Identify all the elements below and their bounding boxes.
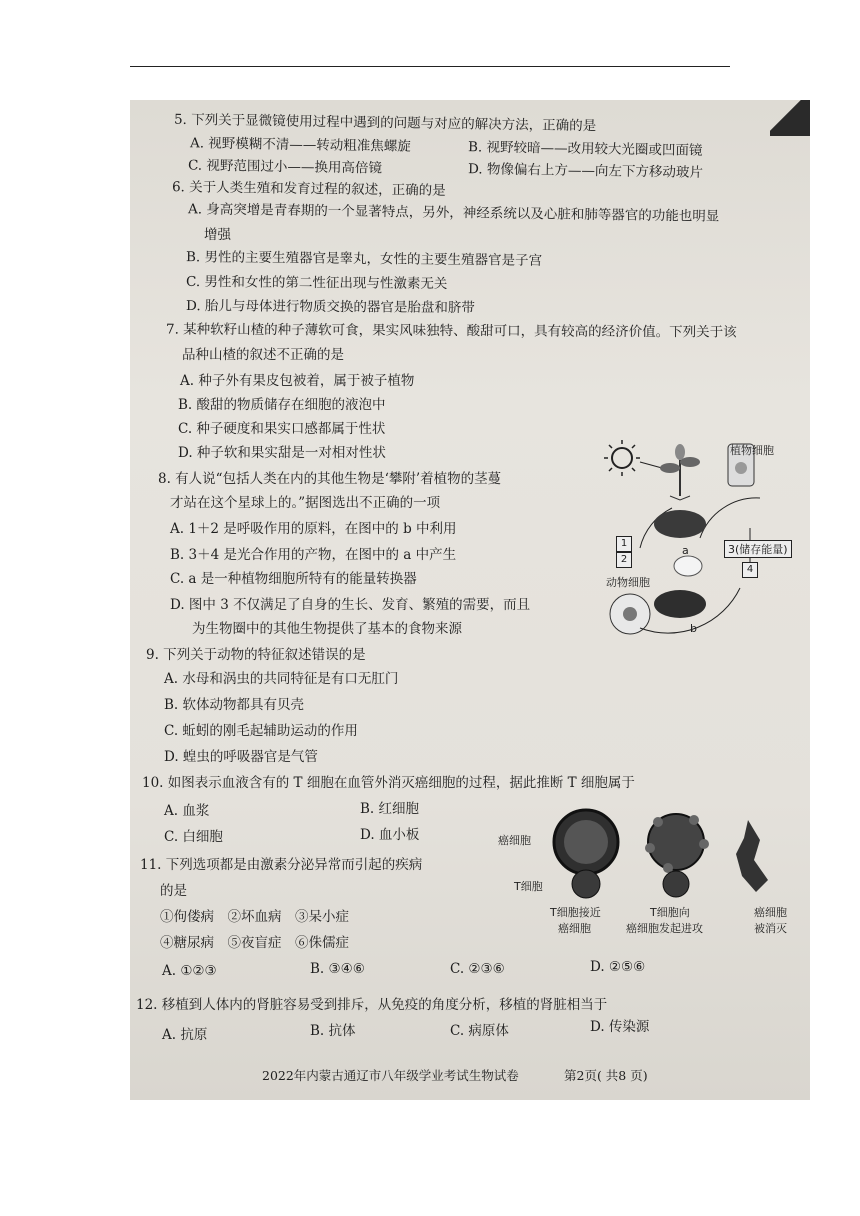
q5-option-c: C. 视野范围过小——换用高倍镜 [187,157,383,177]
box-4: 4 [742,562,758,578]
q11-stem-line1: 11. 下列选项都是由激素分泌异常而引起的疾病 [140,857,423,873]
q11-items-line1: ①佝偻病 ②坏血病 ③呆小症 [160,909,349,925]
q10-option-b: B. 红细胞 [360,801,420,817]
q9-stem: 9. 下列关于动物的特征叙述错误的是 [146,647,366,663]
q8-option-c: C. a 是一种植物细胞所特有的能量转换器 [170,571,417,587]
q10-figure [498,800,798,940]
q7-stem-line2: 品种山楂的叙述不正确的是 [182,347,344,363]
t-cell-icon [572,870,600,898]
destroyed-cancer-cell-icon [736,820,768,892]
q12-option-b: B. 抗体 [310,1023,356,1039]
box-2: 2 [616,552,632,568]
box-3: 3(储存能量) [724,540,792,558]
q9-option-c: C. 蚯蚓的刚毛起辅助运动的作用 [164,723,358,739]
q5-option-a: A. 视野模糊不清——转动粗准焦螺旋 [189,135,411,155]
q11-items-line2: ④糖尿病 ⑤夜盲症 ⑥侏儒症 [160,935,349,951]
q10-option-c: C. 白细胞 [164,829,223,845]
sun-icon [612,448,632,468]
chloroplast-a-icon [654,510,706,538]
footer-title: 2022年内蒙古通辽市八年级学业考试生物试卷 [262,1068,519,1083]
label-cancer-cell: 癌细胞 [498,834,531,847]
q7-option-b: B. 酸甜的物质储存在细胞的液泡中 [178,397,386,413]
q8-figure [600,438,800,638]
box-1: 1 [616,536,632,552]
q7-option-d: D. 种子软和果实甜是一对相对性状 [178,445,386,461]
q6-option-a-line1: A. 身高突增是青春期的一个显著特点，另外，神经系统以及心脏和肺等器官的功能也明显 [187,201,720,225]
caption-2-line2: 癌细胞发起进攻 [626,922,703,935]
label-a: a [682,544,689,557]
sun-rays [604,440,640,476]
q11-option-d: D. ②⑤⑥ [590,959,646,975]
plant-icon [660,444,700,500]
q8-option-d-line1: D. 图中 3 不仅满足了自身的生长、发育、繁殖的需要，而且 [170,597,531,613]
caption-1-line1: T细胞接近 [550,906,601,919]
q11-option-b: B. ③④⑥ [310,961,365,977]
q6-option-a-line2: 增强 [204,227,231,243]
q10-option-a: A. 血浆 [164,803,210,819]
q11-option-a: A. ①②③ [162,963,217,979]
q8-stem-line2: 才站在这个星球上的。”据图选出不正确的一项 [170,495,441,511]
label-animal-cell: 动物细胞 [606,576,650,589]
q9-option-d: D. 蝗虫的呼吸器官是气管 [164,749,318,765]
q6-stem: 6. 关于人类生殖和发育过程的叙述，正确的是 [171,179,446,199]
caption-3-line2: 被消灭 [754,922,787,935]
q6-option-c: C. 男性和女性的第二性征出现与性激素无关 [185,273,448,293]
q12-option-d: D. 传染源 [590,1019,650,1035]
q5-stem: 5. 下列关于显微镜使用过程中遇到的问题与对应的解决方法，正确的是 [173,111,597,135]
q5-option-d: D. 物像偏右上方——向左下方移动玻片 [467,161,704,181]
q8-option-a: A. 1＋2 是呼吸作用的原料，在图中的 b 中利用 [170,521,457,537]
attacking-t-cell-icon [663,871,689,897]
q7-option-c: C. 种子硬度和果实口感都属于性状 [178,421,386,437]
top-rule [130,66,730,67]
q12-option-c: C. 病原体 [450,1023,509,1039]
page-corner-shadow [770,100,810,136]
footer-page-number: 第2页( 共8 页) [564,1068,648,1083]
caption-1-line2: 癌细胞 [558,922,591,935]
q6-option-b: B. 男性的主要生殖器官是睾丸，女性的主要生殖器官是子宫 [185,249,543,269]
q11-option-c: C. ②③⑥ [450,961,505,977]
label-b: b [690,622,697,635]
q11-stem-line2: 的是 [160,883,187,899]
exam-page-photo [130,100,810,1100]
q8-option-d-line2: 为生物圈中的其他生物提供了基本的食物来源 [192,621,462,637]
q6-option-d: D. 胎儿与母体进行物质交换的器官是胎盘和脐带 [185,297,475,317]
q8-stem-line1: 8. 有人说“包括人类在内的其他生物是‘攀附’着植物的茎蔓 [158,471,502,487]
q5-option-b: B. 视野较暗——改用较大光圈或凹面镜 [467,139,703,159]
q9-option-b: B. 软体动物都具有贝壳 [164,697,305,713]
mitochondria-b-icon [654,590,706,618]
label-t-cell: T细胞 [514,880,543,893]
q10-option-d: D. 血小板 [360,827,420,843]
q12-stem: 12. 移植到人体内的肾脏容易受到排斥，从免疫的角度分析，移植的肾脏相当于 [136,997,608,1013]
caption-2-line1: T细胞向 [650,906,690,919]
q10-stem: 10. 如图表示血液含有的 T 细胞在血管外消灭癌细胞的过程，据此推断 T 细胞属于 [142,775,635,791]
rabbit-icon [674,556,702,576]
tcell-attack-diagram [498,800,798,940]
q9-option-a: A. 水母和涡虫的共同特征是有口无肛门 [164,671,399,687]
q7-stem-line1: 7. 某种软籽山楂的种子薄软可食，果实风味独特、酸甜可口，具有较高的经济价值。下列关于该 [165,321,737,341]
q12-option-a: A. 抗原 [162,1027,208,1043]
q7-option-a: A. 种子外有果皮包被着，属于被子植物 [180,373,415,389]
caption-3-line1: 癌细胞 [754,906,787,919]
label-plant-cell: 植物细胞 [730,444,774,457]
q8-option-b: B. 3＋4 是光合作用的产物，在图中的 a 中产生 [170,547,457,563]
sun-arrow [640,462,662,468]
